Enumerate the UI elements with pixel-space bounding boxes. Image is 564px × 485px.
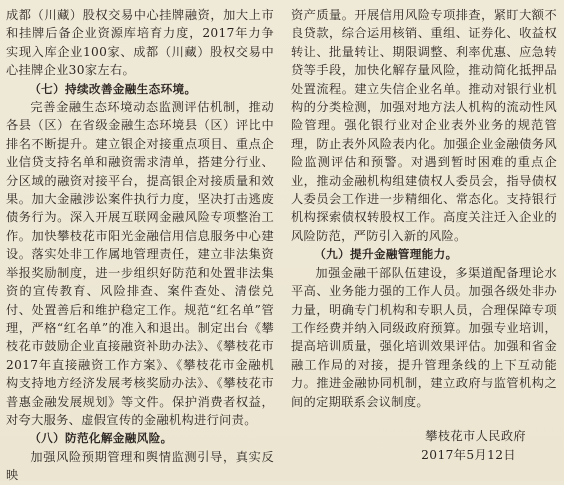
signature-organization: 攀枝花市人民政府 xyxy=(425,429,526,443)
signature-date: 2017年5月12日 xyxy=(421,448,516,462)
section-heading-7: （七）持续改善金融生态环境。 xyxy=(29,81,197,96)
paragraph-risk-management-continued: 资产质量。开展信用风险专项排查，紧盯大额不良贷款，综合运用核销、重组、证券化、收益权转让、批量转让、期限调整、利率优惠、应急转贷等手段，加快化解存量风险，推动简化抵押品处置流程。建立失信企业名单。推动对银行业机构的分类检测，加强对地方法人机构的流动性风险管理。强化银行业对企业表外业务的规范管理，防止表外风险表内化。加强企业金融债务风险监测评估和预警。对遇到暂时困难的重点企业，推动金融机构组建债权人委员会，指导债权人委员会工作进一步精细化、常态化。支持银行机构探索债权转股权工作。高度关注迁入企业的风险防范，严防引入新的风险。 xyxy=(291,8,557,243)
right-column xyxy=(291,6,557,411)
paragraph-financial-ecosystem: 完善金融生态环境动态监测评估机制，推动各县（区）在省级金融生态环境县（区）评比中排名不断提升。建立银企对接重点项目、重点企业信贷支持名单和融资需求清单，搭建分行业、分区域的融资对接平台，提高银企对接质量和效果。加大金融涉讼案件执行力度，坚决打击逃废债务行为。深入开展互联网金融风险专项整治工作。加快攀枝花市阳光金融信用信息服务中心建设。落实处非工作属地管理责任，建立非法集资举报奖励制度，进一步组织好防范和处置非法集资的宣传教育、风险排查、案件查处、清偿兑付、处置善后和维护稳定工作。规范“红名单”管理，严格“红名单”的准入和退出。制定出台《攀枝花市鼓励企业直接融资补助办法》、《攀枝花市2017年直接融资工作方案》、《攀枝花市金融机构支持地方经济发展考核奖励办法》、《攀枝花市普惠金融发展规划》等文件。保护消费者权益，对夸大服务、虚假宣传的金融机构进行问责。 xyxy=(6,100,274,427)
section-heading-9: （九）提升金融管理能力。 xyxy=(314,247,458,262)
paragraph-risk-management-start: 加强风险预期管理和舆情监测引导，真实反映 xyxy=(6,449,274,483)
paragraph-continued: 成都（川藏）股权交易中心挂牌融资，加大上市和挂牌后备企业资源库培育力度，2017年力争实现入库企业100家、成都（川藏）股权交易中心挂牌企业30家左右。 xyxy=(6,8,274,78)
paragraph-management-capacity: 加强金融干部队伍建设，多渠道配备理论水平高、业务能力强的工作人员。加强各级处非办力量，明确专门机构和专职人员，合理保障专项工作经费并纳入同级政府预算。加强专业培训，提高培训质量，强化培训效果评估。加强和省金融工作局的对接，提升管理条线的上下互动能力。推进金融协同机制，建立政府与监管机构之间的定期联系会议制度。 xyxy=(291,265,557,409)
section-heading-8: （八）防范化解金融风险。 xyxy=(29,431,173,446)
left-column xyxy=(6,6,274,485)
